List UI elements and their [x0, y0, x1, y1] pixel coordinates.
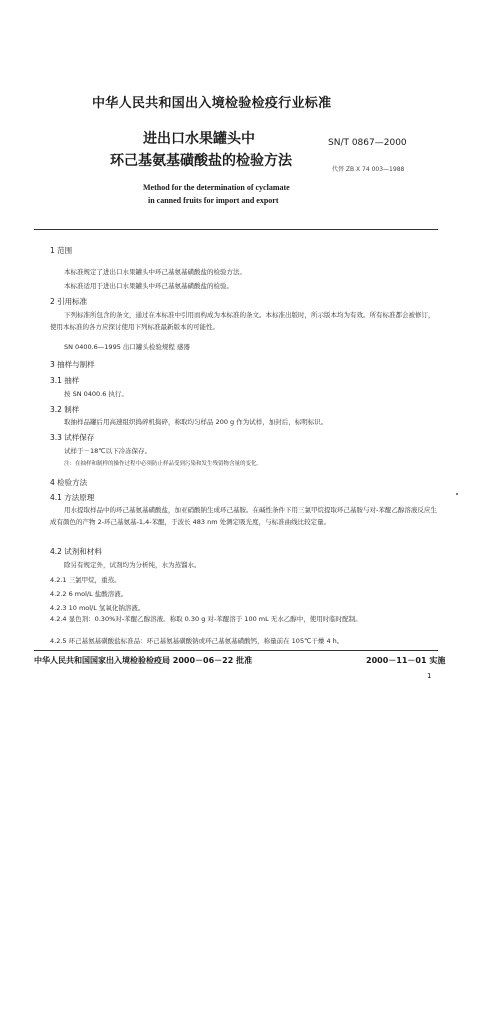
item-4-2-3: 4.2.3 10 mol/L 氢氧化钠溶液。 — [50, 604, 145, 612]
section-4-2-heading: 4.2 试剂和材料 — [50, 547, 102, 556]
issuing-agency: 中华人民共和国出入境检验检疫行业标准 — [92, 96, 332, 111]
scan-speck — [456, 493, 458, 495]
header-divider — [34, 229, 438, 230]
item-4-2-1: 4.2.1 三氯甲烷，重蒸。 — [50, 576, 121, 584]
english-title-line-1: Method for the determination of cyclamate — [143, 183, 290, 192]
issuing-authority-approval: 中华人民共和国国家出入境检验检疫局 2000－06－22 批准 — [34, 656, 253, 665]
section-2-paragraph: 下列标准所包含的条文，通过在本标准中引用而构成为本标准的条文。本标准出版时，所示版本均为有效。所有标准都会被修订，使用本标准的各方应探讨使用下列标准最新版本的可能性。 — [50, 311, 435, 331]
section-3-1-heading: 3.1 抽样 — [50, 376, 80, 385]
section-3-3-paragraph: 试样于－18℃以下冷冻保存。 — [64, 447, 152, 455]
section-3-3-note: 注：在抽样和制样的操作过程中必须防止样品受到污染和发生残留物含量的变化。 — [64, 461, 263, 467]
english-title-line-2: in canned fruits for import and export — [148, 196, 279, 205]
section-2-reference: SN 0400.6—1995 出口罐头检验规程 感器 — [64, 343, 190, 351]
effective-date: 2000－11－01 实施 — [366, 656, 446, 665]
section-1-heading: 1 范围 — [50, 246, 73, 255]
footer-divider — [34, 650, 438, 651]
section-3-heading: 3 抽样与制样 — [50, 360, 95, 369]
section-3-2-paragraph: 取抽样品罐后用高速组织捣碎机捣碎，称取均匀样品 200 g 作为试样，加封后，标明标识。 — [64, 418, 328, 426]
section-4-1-paragraph: 用水提取样品中的环己基氨基磺酸盐，加亚硝酸钠生成环己基胺。在碱性条件下用三氯甲烷提取环己基胺与对-苯醌乙醇溶液反应生成有颜色的产物 2-环己基氨基-1,4-苯醌，于波长 483 nm 处测定吸光度，与标准曲线比较定量。 — [50, 506, 437, 526]
section-3-2-heading: 3.2 制样 — [50, 405, 80, 414]
page-number: 1 — [427, 672, 432, 680]
title-line-2: 环己基氨基磺酸盐的检验方法 — [110, 153, 292, 169]
section-2-heading: 2 引用标准 — [50, 297, 88, 306]
item-4-2-4-text: 4.2.4 显色剂：0.30%对-苯醌乙醇溶液。称取 0.30 g 对-苯醌溶于 100 mL 无水乙醇中，使用时临时配制。 — [50, 615, 362, 623]
title-line-1: 进出口水果罐头中 — [143, 131, 255, 147]
section-3-1-paragraph: 按 SN 0400.6 执行。 — [64, 390, 128, 398]
section-4-heading: 4 检验方法 — [50, 478, 88, 487]
standard-code: SN/T 0867—2000 — [328, 138, 407, 148]
section-3-3-heading: 3.3 试样保存 — [50, 433, 95, 442]
item-4-2-5: 4.2.5 环己基氨基磺酸盐标准品：环己基氨基磺酸钠或环己基氨基磺酸钙，称量前在 105℃干燥 4 h。 — [50, 637, 344, 645]
item-4-2-2: 4.2.2 6 mol/L 盐酸溶液。 — [50, 590, 128, 598]
section-1-paragraph-2: 本标准适用于进出口水果罐头中环己基氨基磺酸盐的检验。 — [64, 282, 233, 290]
replaces-standard: 代替 ZB X 74 003—1988 — [332, 166, 405, 173]
section-4-2-paragraph: 除另有规定外，试剂均为分析纯，水为蒸馏水。 — [64, 561, 201, 569]
section-4-1-heading: 4.1 方法原理 — [50, 493, 95, 502]
section-1-paragraph-1: 本标准规定了进出口水果罐头中环己基氨基磺酸盐的检验方法。 — [64, 268, 246, 276]
